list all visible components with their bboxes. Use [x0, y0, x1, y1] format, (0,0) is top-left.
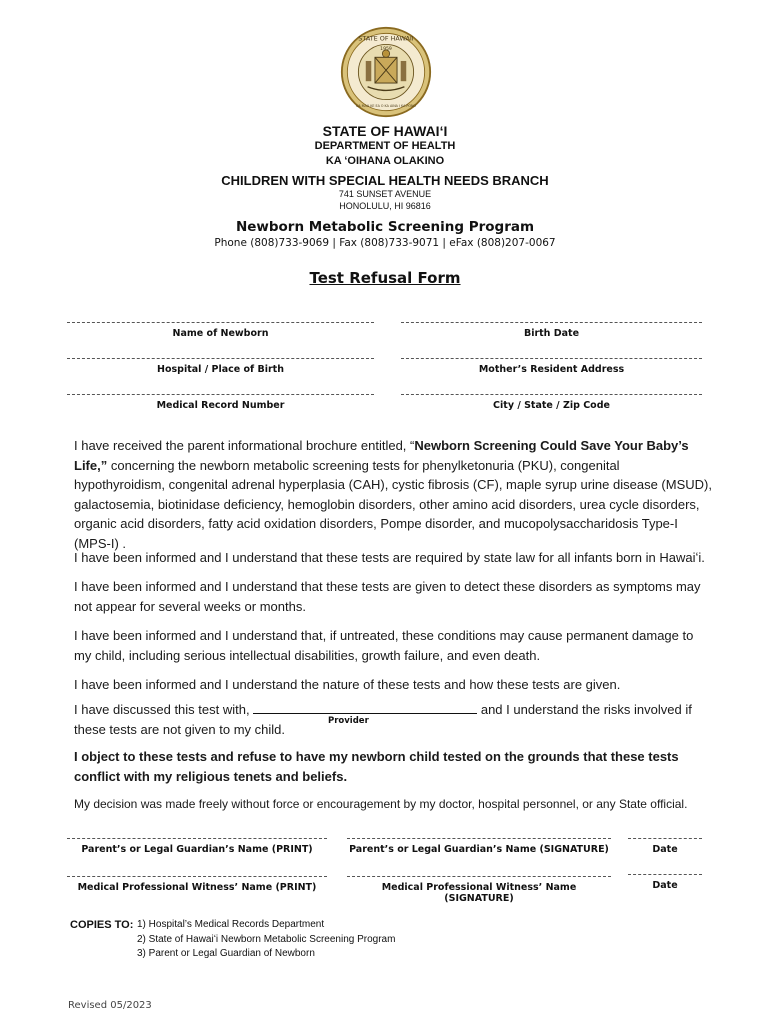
provider-paragraph [74, 700, 714, 739]
form-title [0, 269, 770, 287]
brochure-paragraph [74, 436, 714, 553]
copy-item: 1) Hospital’s Medical Records Department [137, 919, 325, 930]
department-heading: DEPARTMENT OF HEALTH [314, 140, 456, 152]
copies-label: COPIES TO: [70, 919, 134, 931]
seal-top-text: STATE OF HAWAII [358, 34, 414, 43]
witness-print-field[interactable] [67, 876, 327, 893]
state-seal [340, 26, 432, 118]
mothers-address-field[interactable] [401, 358, 702, 375]
objection-statement: I object to these tests and refuse to have my newborn child tested on the grounds that these tests conflict with my religious tenets and beliefs. [74, 749, 679, 784]
seal-motto: UA MAU KE EA O KA AINA I KA PONO [355, 103, 417, 108]
witness-signature-field[interactable] [347, 876, 611, 904]
state-law-paragraph: I have been informed and I understand that these tests are required by state law for all infants born in Hawaiʻi. [74, 550, 705, 565]
copy-item: 3) Parent or Legal Guardian of Newborn [137, 948, 315, 959]
newborn-name-label: Name of Newborn [172, 328, 269, 339]
contact-line: Phone (808)733-9069 | Fax (808)733-9071 | eFax (808)207-0067 [214, 237, 556, 249]
form-title-text: Test Refusal Form [309, 269, 461, 287]
birth-date-label: Birth Date [523, 328, 580, 339]
department-hawaiian-heading: KA ʻOIHANA OLAKINO [325, 155, 445, 167]
decision-statement: My decision was made freely without force or encouragement by my doctor, hospital personnel, or any State official. [74, 797, 688, 811]
brochure-intro: I have received the parent informational brochure entitled, “ [74, 438, 415, 453]
witness-signature-label: Medical Professional Witness’ Name (SIGNATURE) [381, 882, 577, 904]
newborn-name-field[interactable] [67, 322, 374, 339]
provider-label: Provider [328, 716, 369, 726]
guardian-signature-field[interactable] [347, 838, 611, 855]
provider-risks: and I understand the risks involved if these tests are not given to my child. [74, 702, 692, 737]
copy-item: 2) State of Hawaiʻi Newborn Metabolic Screening Program [137, 934, 396, 945]
guardian-print-field[interactable] [67, 838, 327, 855]
witness-date-label: Date [652, 880, 678, 891]
city-state-zip-field[interactable] [401, 394, 702, 411]
revision-date: Revised 05/2023 [68, 1000, 152, 1011]
detection-paragraph: I have been informed and I understand that these tests are given to detect these disorders as symptoms may not appear for several weeks or months. [74, 579, 701, 614]
guardian-signature-label: Parent’s or Legal Guardian’s Name (SIGNATURE) [349, 844, 609, 855]
witness-date-field[interactable] [628, 874, 702, 891]
medical-record-label: Medical Record Number [156, 400, 285, 411]
guardian-date-label: Date [652, 844, 678, 855]
state-heading: STATE OF HAWAIʻI [322, 123, 448, 139]
guardian-date-field[interactable] [628, 838, 702, 855]
branch-heading: CHILDREN WITH SPECIAL HEALTH NEEDS BRANCH [221, 173, 549, 188]
city-state-zip-label: City / State / Zip Code [493, 400, 610, 411]
provider-input-line[interactable] [253, 701, 477, 714]
birth-date-field[interactable] [401, 322, 702, 339]
brochure-disorders: concerning the newborn metabolic screening tests for phenylketonuria (PKU), congenital hypothyroidism, congenital adrenal hyperplasia (CAH), cystic fibrosis (CF), maple syrup urine disease (MSUD), galactosemia, biotinidase deficiency, hemoglobin disorders, other amino acid disorders, urea cycle disorders, organic acid disorders, fatty acid oxidation disorders, Pompe disorder, and mucopolysaccharidosis Type-I (MPS-I) . [74, 457, 712, 551]
guardian-print-label: Parent’s or Legal Guardian’s Name (PRINT) [81, 844, 313, 855]
address-line1: 741 SUNSET AVENUE [338, 189, 432, 199]
damage-paragraph: I have been informed and I understand that, if untreated, these conditions may cause permanent damage to my child, including serious intellectual disabilities, growth failure, and even death. [74, 628, 694, 663]
program-title: Newborn Metabolic Screening Program [235, 219, 535, 235]
provider-intro: I have discussed this test with, [74, 702, 250, 717]
nature-paragraph: I have been informed and I understand the nature of these tests and how these tests are given. [74, 677, 621, 692]
hospital-label: Hospital / Place of Birth [157, 364, 284, 375]
hospital-field[interactable] [67, 358, 374, 375]
medical-record-field[interactable] [67, 394, 374, 411]
brochure-title: Newborn Screening Could Save Your Baby’s Life,” [74, 438, 689, 473]
address-line2: HONOLULU, HI 96816 [339, 201, 431, 211]
seal-year: 1959 [380, 46, 392, 52]
mothers-address-label: Mother’s Resident Address [478, 364, 625, 375]
witness-print-label: Medical Professional Witness’ Name (PRINT) [77, 882, 317, 893]
